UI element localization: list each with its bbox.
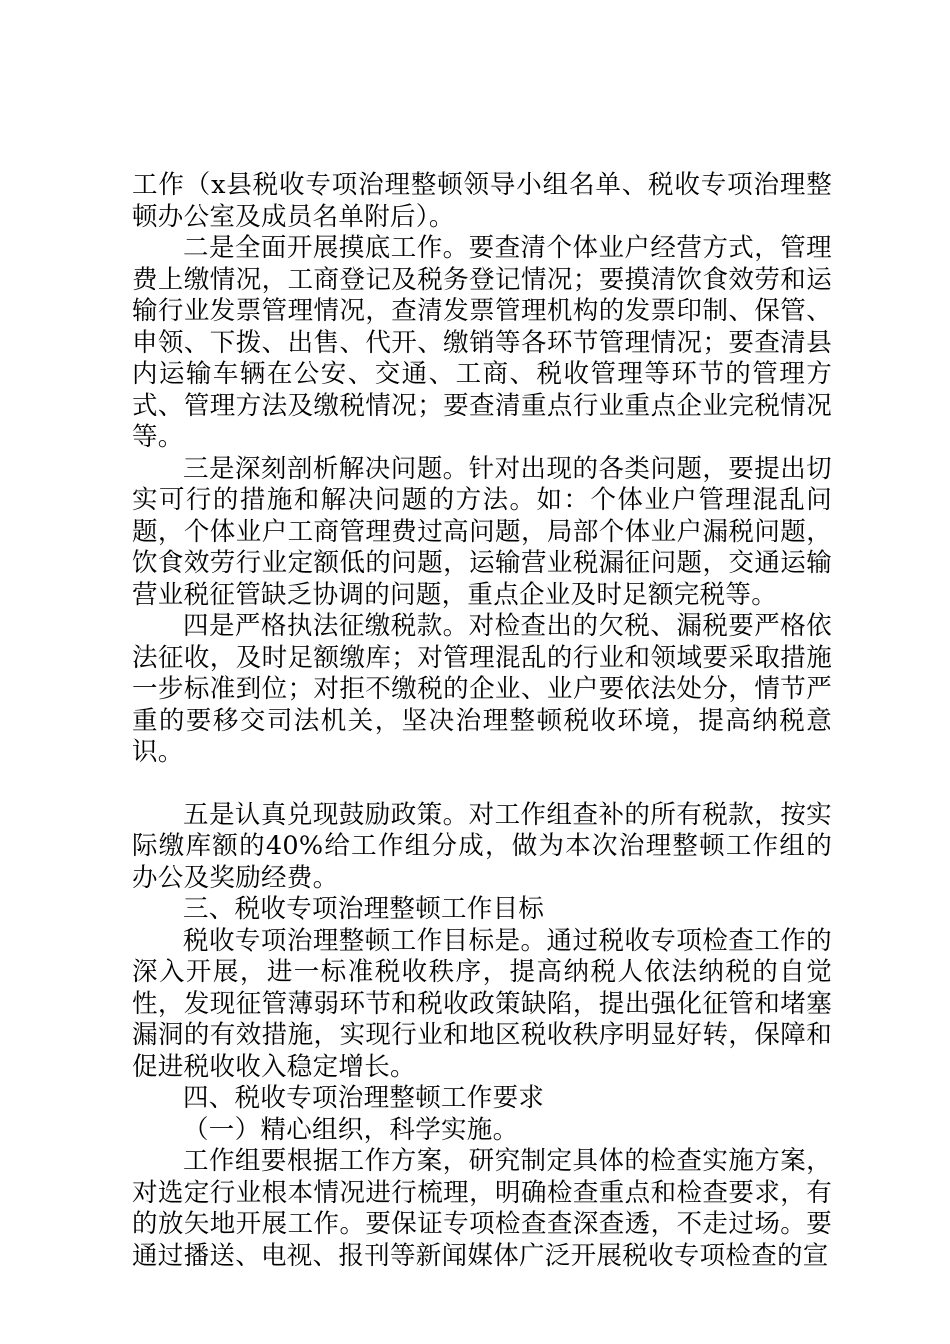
paragraph-point-two-survey: 二是全面开展摸底工作。要查清个体业户经营方式，管理费上缴情况，工商登记及税务登记情况；要摸清饮食效劳和运输行业发票管理情况，查清发票管理机构的发票印制、保管、申领、下拨、出售、代开、缴销等各环节管理情况；要查清县内运输车辆在公安、交通、工商、税收管理等环节的管理方式、管理方法及缴税情况；要查清重点行业重点企业完税情况等。 <box>132 233 832 452</box>
section-heading-goals: 三、税收专项治理整顿工作目标 <box>183 894 545 924</box>
paragraph-point-four-enforcement: 四是严格执法征缴税款。对检查出的欠税、漏税要严格依法征收，及时足额缴库；对管理混乱的行业和领域要采取措施一步标准到位；对拒不缴税的企业、业户要依法处分，情节严重的要移交司法机关，坚决治理整顿税收环境，提高纳税意识。 <box>132 611 832 767</box>
section-heading-requirements: 四、税收专项治理整顿工作要求 <box>183 1083 545 1113</box>
paragraph-goals: 税收专项治理整顿工作目标是。通过税收专项检查工作的深入开展，进一标准税收秩序，提高纳税人依法纳税的自觉性，发现征管薄弱环节和税收政策缺陷，提出强化征管和堵塞漏洞的有效措施，实现行业和地区税收秩序明显好转，保障和促进税收收入稳定增长。 <box>132 925 832 1082</box>
paragraph-work-plan: 工作组要根据工作方案，研究制定具体的检查实施方案，对选定行业根本情况进行梳理，明确检查重点和检查要求，有的放矢地开展工作。要保证专项检查查深查透，不走过场。要通过播送、电视、报刊等新闻媒体广泛开展税收专项检查的宣 <box>132 1146 832 1271</box>
document-page <box>132 170 832 1272</box>
subheading-organize-implement: （一）精心组织，科学实施。 <box>183 1114 519 1145</box>
paragraph-continued-leadership-list: 工作（x县税收专项治理整顿领导小组名单、税收专项治理整顿办公室及成员名单附后）。 <box>132 170 832 232</box>
paragraph-point-three-analysis: 三是深刻剖析解决问题。针对出现的各类问题，要提出切实可行的措施和解决问题的方法。如：个体业户管理混乱问题，个体业户工商管理费过高问题，局部个体业户漏税问题，饮食效劳行业定额低的问题，运输营业税漏征问题，交通运输营业税征管缺乏协调的问题，重点企业及时足额完税等。 <box>132 453 832 610</box>
paragraph-point-five-incentive: 五是认真兑现鼓励政策。对工作组查补的所有税款，按实际缴库额的40%给工作组分成，做为本次治理整顿工作组的办公及奖励经费。 <box>132 799 832 893</box>
